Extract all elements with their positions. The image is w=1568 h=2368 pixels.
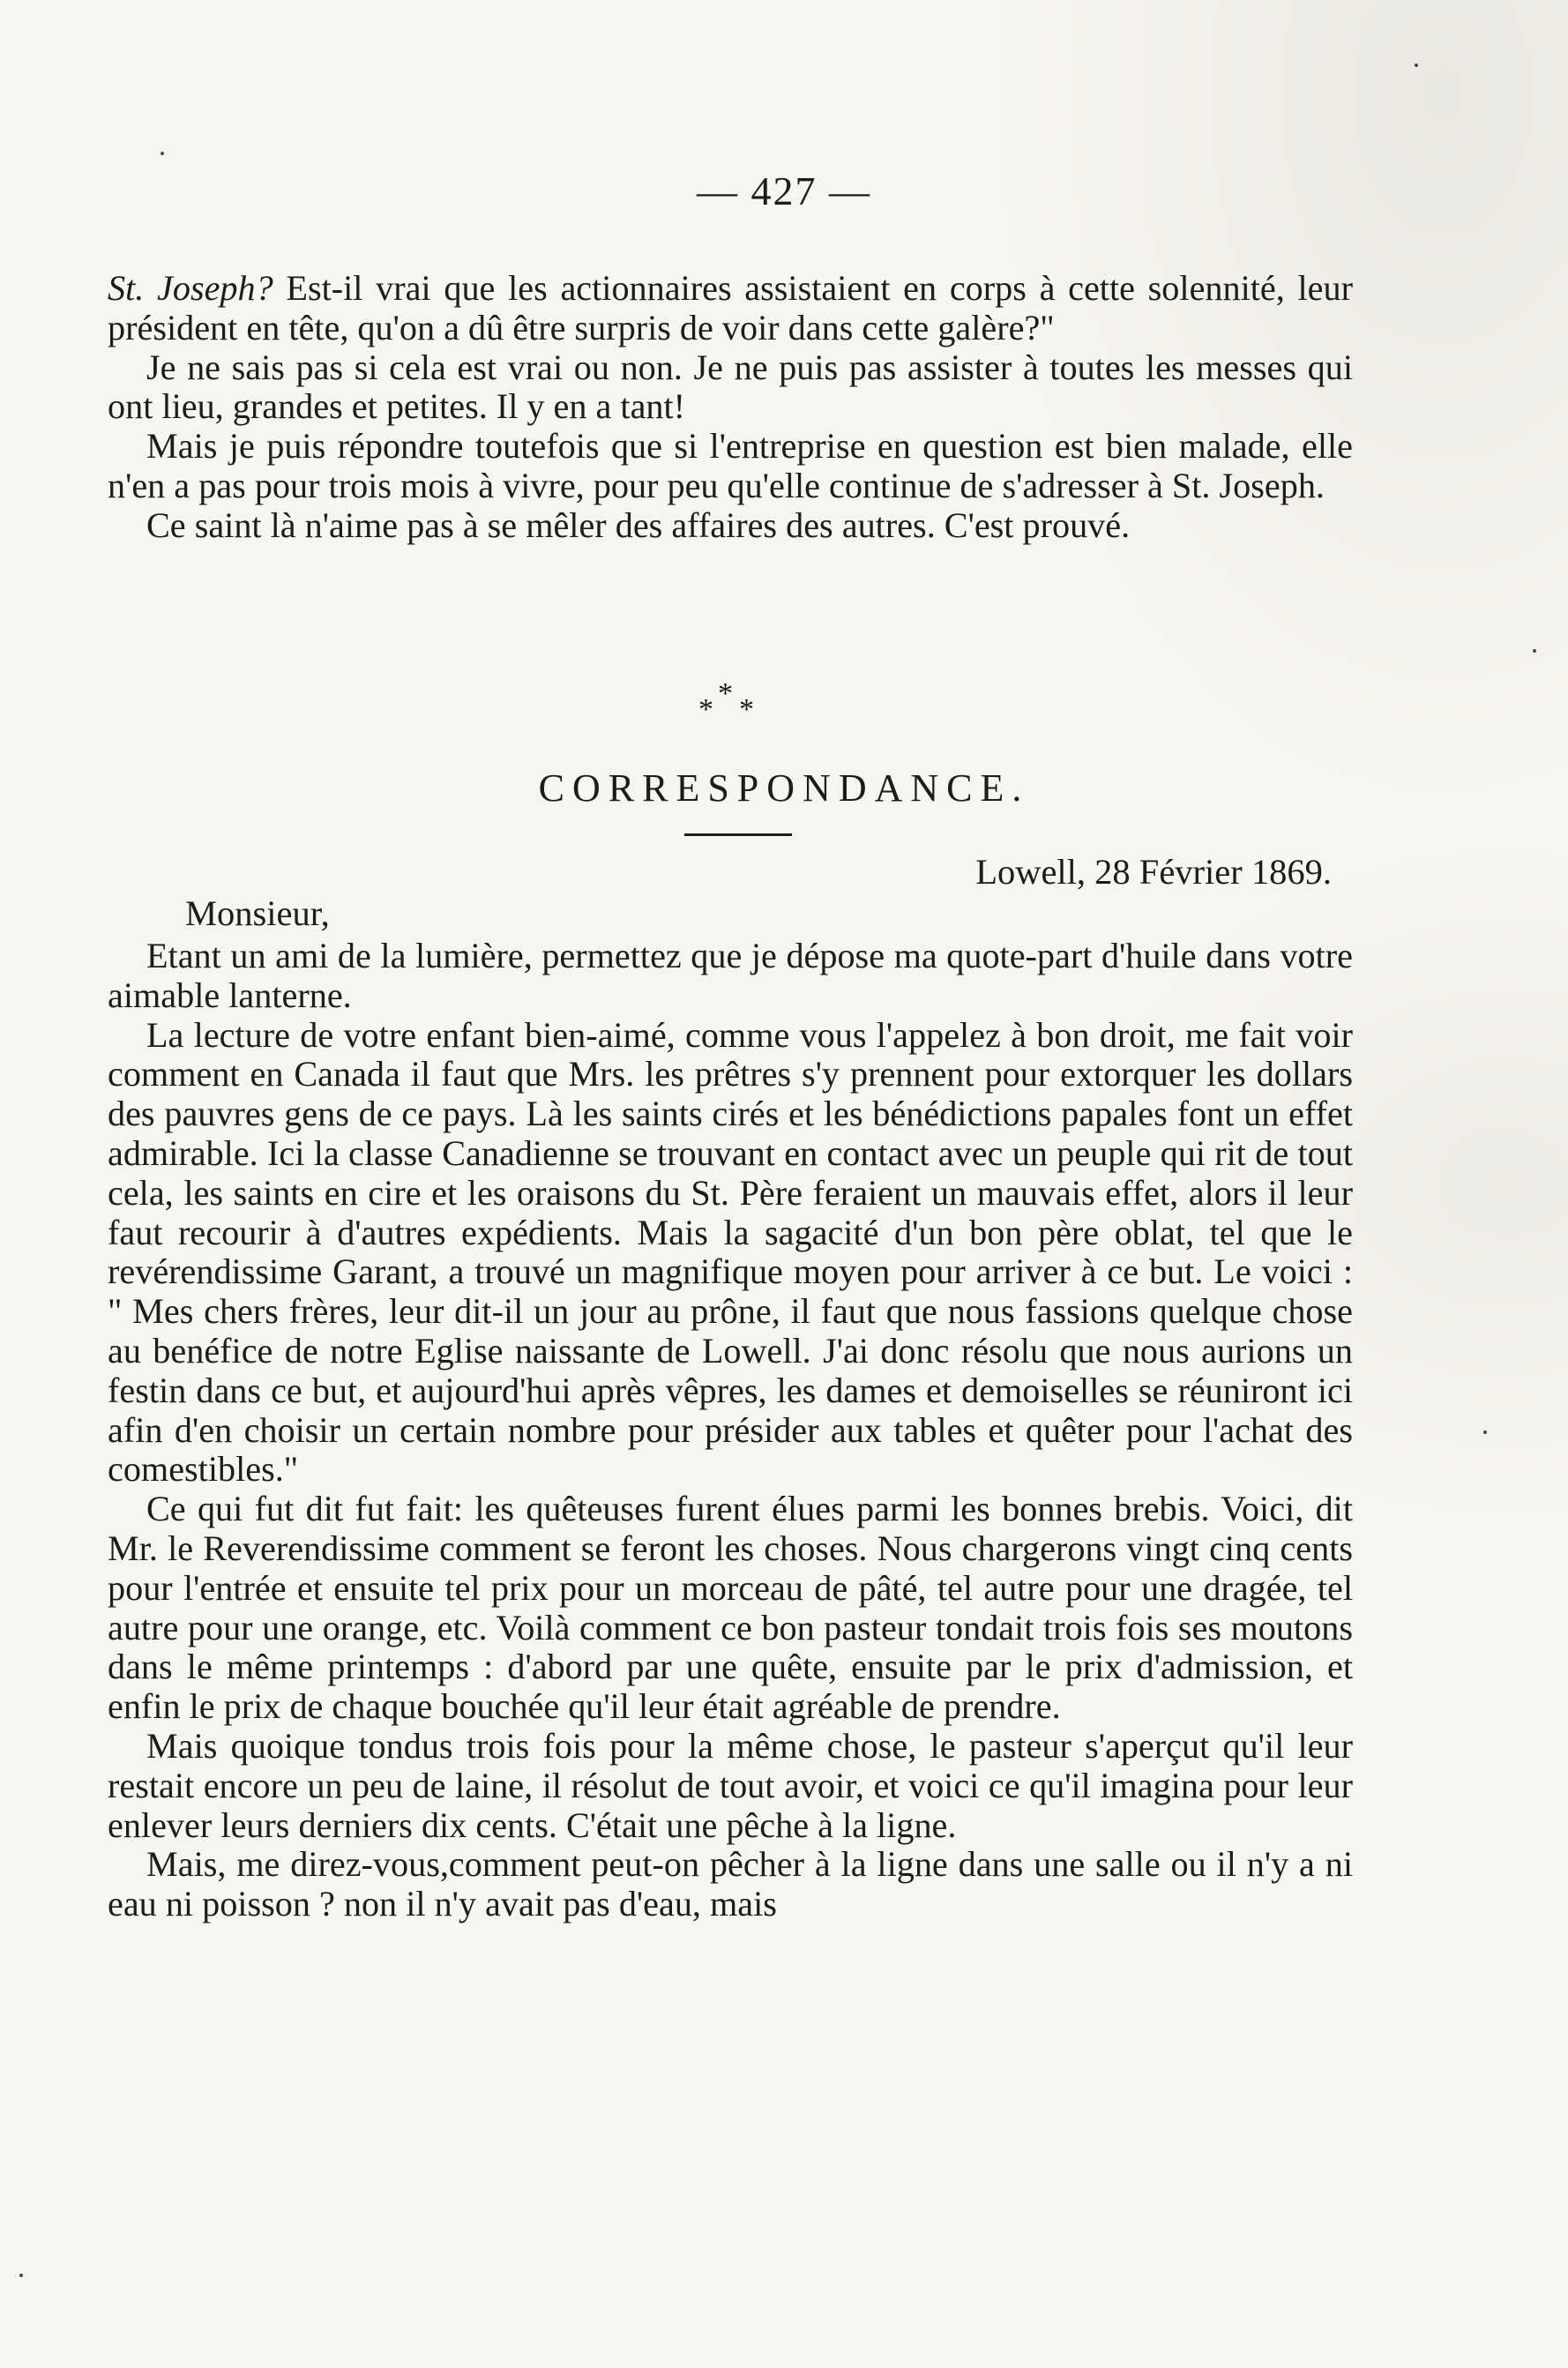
asterism-separator <box>0 679 1568 750</box>
scan-speck <box>1415 63 1418 67</box>
paragraph: La lecture de votre enfant bien-aimé, comme vous l'appelez à bon droit, me fait voir comment en Canada il faut que Mrs. les prêtres s'y prennent pour extorquer les dollars des pauvres gens de ce pays. Là les saints cirés et les bénédictions papales font un effet admirable. Ici la classe Canadienne se trouvant en contact avec un peuple qui rit de tout cela, les saints en cire et les oraisons du St. Père feraient un mauvais effet, alors il leur faut recourir à d'autres expédients. Mais la sagacité d'un bon père oblat, tel que le revérendissime Garant, a trouvé un magnifique moyen pour arriver à ce but. Le voici : " Mes chers frères, leur dit-il un jour au prône, il faut que nous fassions quelque chose au benéfice de notre Eglise naissante de Lowell. J'ai donc résolu que nous aurions un festin dans ce but, et aujourd'hui après vêpres, les dames et demoiselles se réuniront ici afin d'en choisir un certain nombre pour présider aux tables et quêter pour l'achat des comestibles." <box>108 1014 1353 1490</box>
paragraph: Etant un ami de la lumière, permettez que je dépose ma quote-part d'huile dans votre aimable lanterne. <box>108 936 1353 1015</box>
salutation: Monsieur, <box>185 893 330 933</box>
paragraph: Ce saint là n'aime pas à se mêler des affaires des autres. C'est prouvé. <box>146 504 1131 545</box>
page-number: — 427 — <box>697 168 871 213</box>
asterism-star: * <box>739 693 754 726</box>
scan-speck <box>1533 649 1536 653</box>
asterism-star: * <box>698 693 713 726</box>
italic-lead: St. Joseph? <box>108 268 273 308</box>
scan-speck <box>1483 1431 1487 1434</box>
letter-body <box>108 937 1353 1924</box>
paragraph-text: Est-il vrai que les actionnaires assistaient en corps à cette solennité, leur président en tête, qu'on a dû être surpris de voir dans cette galère?" <box>108 268 1353 347</box>
dateline: Lowell, 28 Février 1869. <box>975 852 1332 892</box>
paragraph <box>108 269 1353 348</box>
paragraph: Mais je puis répondre toutefois que si l'entreprise en question est bien malade, elle n'en a pas pour trois mois à vivre, pour peu qu'elle continue de s'adresser à St. Joseph. <box>108 426 1353 505</box>
paragraph: Ce qui fut dit fut fait: les quêteuses furent élues parmi les bonnes brebis. Voici, dit Mr. le Reverendissime comment se feront les choses. Nous chargerons vingt cinq cents pour l'entrée et ensuite tel prix pour un morceau de pâté, tel autre pour une dragée, tel autre pour une orange, etc. Voilà comment ce bon pasteur tondait trois fois ses moutons dans le même printemps : d'abord par une quête, ensuite par le prix d'admission, et enfin le prix de chaque bouchée qu'il leur était agréable de prendre. <box>108 1489 1353 1727</box>
scan-speck <box>19 2274 23 2277</box>
paragraph: Je ne sais pas si cela est vrai ou non. Je ne puis pas assister à toutes les messes qui ont lieu, grandes et petites. Il y en a tant! <box>108 347 1353 427</box>
paragraph: Mais, me direz-vous,comment peut-on pêcher à la ligne dans une salle ou il n'y a ni eau ni poisson ? non il n'y avait pas d'eau, mais <box>108 1844 1353 1924</box>
article-ending <box>108 269 1353 546</box>
scan-speck <box>161 152 164 155</box>
paragraph: Mais quoique tondus trois fois pour la même chose, le pasteur s'aperçut qu'il leur restait encore un peu de laine, il résolut de tout avoir, et voici ce qu'il imagina pour leur enlever leurs derniers dix cents. C'était une pêche à la ligne. <box>108 1725 1353 1845</box>
section-heading: CORRESPONDANCE. <box>538 766 1030 810</box>
heading-rule <box>684 833 792 836</box>
asterism-star: * <box>718 677 733 710</box>
